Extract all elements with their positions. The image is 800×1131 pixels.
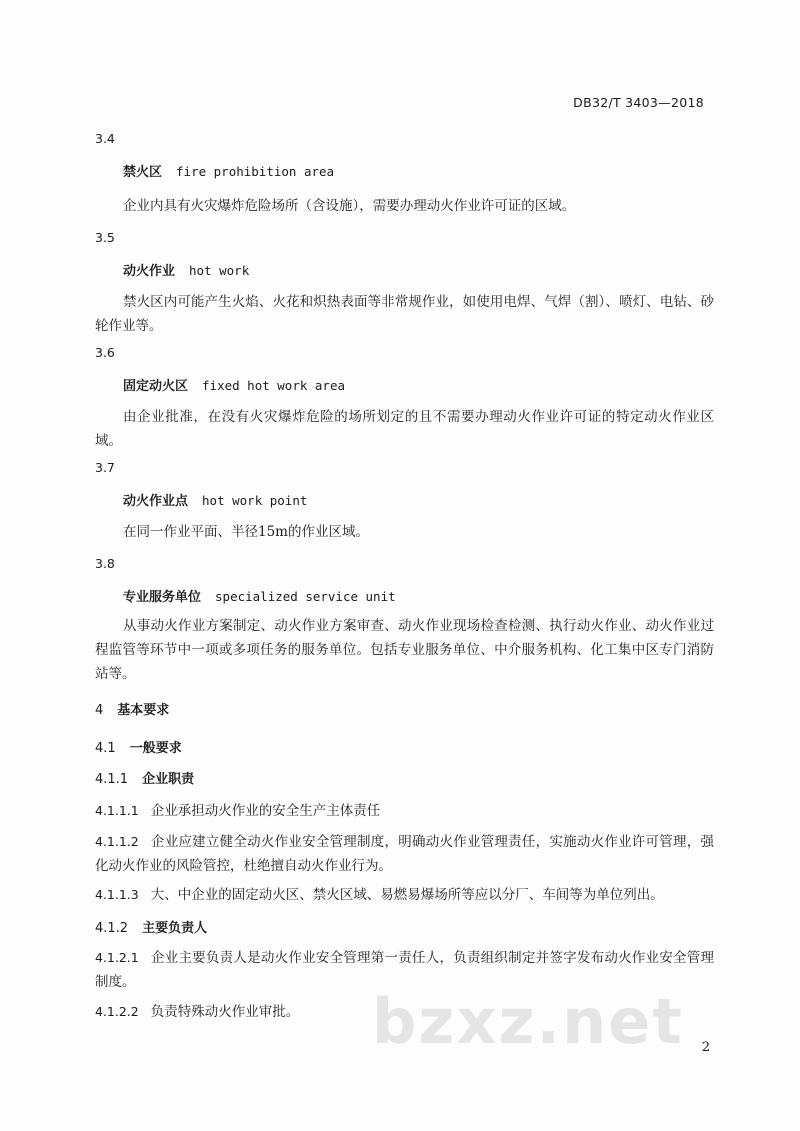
clause-number: 4.1.1.1	[95, 803, 139, 818]
term-name-en: hot work point	[202, 493, 308, 508]
subsection-title: 企业职责	[142, 772, 195, 787]
subsection-title: 主要负责人	[142, 921, 208, 936]
clause-text: 负责特殊动火作业审批。	[150, 1004, 300, 1020]
clause	[95, 799, 714, 823]
watermark: bzxz.net	[372, 985, 684, 1058]
term-definition: 企业内具有火灾爆炸危险场所（含设施），需要办理动火作业许可证的区域。	[123, 198, 576, 214]
term-heading	[123, 585, 714, 610]
term-number: 3.4	[95, 131, 115, 146]
term-heading	[123, 374, 714, 399]
term-heading	[123, 259, 714, 284]
clause-text: 企业应建立健全动火作业安全管理制度，明确动火作业管理责任，实施动火作业许可管理，强化动火作业的风险管控，杜绝擅自动火作业行为。	[95, 834, 714, 874]
subsection-number: 4.1.1	[95, 772, 129, 787]
term-number: 3.5	[95, 230, 115, 245]
clause-number: 4.1.2.1	[95, 950, 139, 965]
standard-code: DB32/T 3403—2018	[573, 95, 704, 110]
term-definition: 从事动火作业方案制定、动火作业方案审查、动火作业现场检查检测、执行动火作业、动火作业过程监管等环节中一项或多项任务的服务单位。包括专业服务单位、中介服务机构、化工集中区专门消防站等。	[95, 618, 714, 682]
subsection-heading	[95, 737, 714, 761]
clause	[95, 830, 714, 878]
section-number: 4	[95, 703, 104, 718]
term-definition: 在同一作业平面、半径15m的作业区域。	[123, 524, 369, 540]
term-name-zh: 专业服务单位	[123, 590, 202, 605]
term-heading	[123, 489, 714, 514]
subsection-heading	[95, 768, 714, 792]
term-heading	[123, 160, 714, 185]
section-heading	[95, 699, 714, 723]
term-definition: 禁火区内可能产生火焰、火花和炽热表面等非常规作业，如使用电焊、气焊（割）、喷灯、电钻、砂轮作业等。	[95, 294, 714, 334]
page-number: 2	[701, 1040, 710, 1055]
term-name-en: hot work	[189, 263, 250, 278]
subsection-number: 4.1.2	[95, 921, 129, 936]
clause-text: 企业承担动火作业的安全生产主体责任	[150, 803, 381, 819]
term-name-en: fire prohibition area	[176, 164, 335, 179]
term-name-zh: 动火作业	[123, 264, 176, 279]
term-number: 3.7	[95, 460, 115, 475]
term-name-en: fixed hot work area	[202, 378, 346, 393]
subsection-number: 4.1	[95, 741, 116, 756]
clause-number: 4.1.1.2	[95, 834, 139, 849]
term-number: 3.6	[95, 345, 115, 360]
term-name-zh: 动火作业点	[123, 494, 189, 509]
term-definition: 由企业批准，在没有火灾爆炸危险的场所划定的且不需要办理动火作业许可证的特定动火作业区域。	[95, 409, 714, 449]
clause	[95, 883, 714, 907]
term-name-zh: 禁火区	[123, 165, 163, 180]
clause-number: 4.1.1.3	[95, 887, 139, 902]
section-title: 基本要求	[117, 703, 170, 718]
subsection-heading	[95, 917, 714, 941]
subsection-title: 一般要求	[129, 741, 182, 756]
clause-text: 企业主要负责人是动火作业安全管理第一责任人，负责组织制定并签字发布动火作业安全管理制度。	[95, 950, 714, 990]
clause-text: 大、中企业的固定动火区、禁火区域、易燃易爆场所等应以分厂、车间等为单位列出。	[150, 887, 664, 903]
term-name-en: specialized service unit	[215, 589, 396, 604]
clause-number: 4.1.2.2	[95, 1004, 139, 1019]
term-name-zh: 固定动火区	[123, 379, 189, 394]
term-number: 3.8	[95, 556, 115, 571]
